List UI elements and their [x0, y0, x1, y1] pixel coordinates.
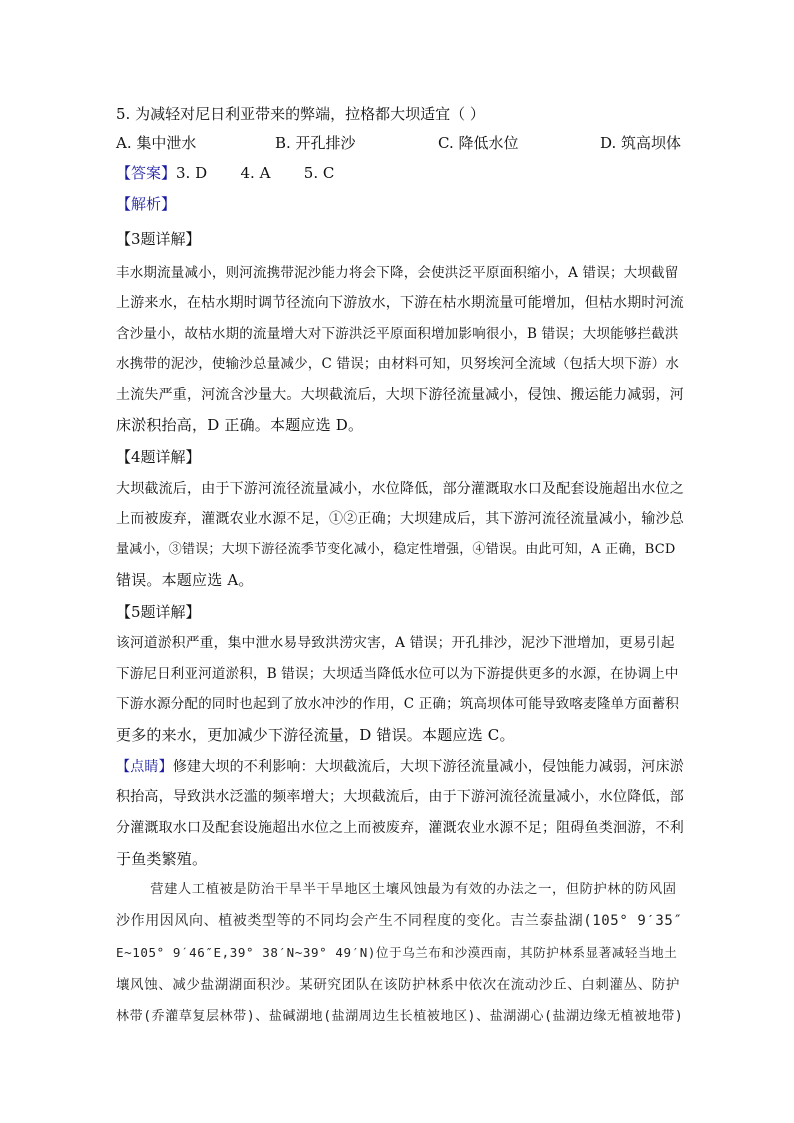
answer-tag: 【答案】: [116, 164, 177, 182]
passage-line: 林带(乔灌草复层林带)、盐碱湖地(盐湖周边生长植被地区)、盐湖湖心(盐湖边缘无植被地带): [116, 1009, 684, 1024]
note-line: [116, 757, 684, 777]
detail3-line: 含沙量小，故枯水期的流量增大对下游洪泛平原面积增加影响很小，B 错误；大坝能够拦截洪: [116, 326, 679, 342]
detail4-line: 错误。本题应选 A。: [116, 571, 254, 589]
option-b: B. 开孔排沙: [275, 134, 356, 152]
detail3-heading: 【3题详解】: [116, 230, 201, 248]
option-d: D. 筑高坝体: [600, 134, 682, 152]
note-line: 分灌溉取水口及配套设施超出水位之上而被废弃，灌溉农业水源不足；阻碍鱼类洄游，不利: [116, 820, 684, 836]
detail5-line: 下游尼日利亚河道淤积，B 错误；大坝适当降低水位可以为下游提供更多的水源，在协调上中: [116, 666, 679, 682]
detail5-heading: 【5题详解】: [116, 603, 201, 621]
note-text: 修建大坝的不利影响：大坝截流后，大坝下游径流量减小，侵蚀能力减弱，河床淤: [172, 759, 685, 775]
detail4-line: 量减小，③错误；大坝下游径流季节变化减小，稳定性增强，④错误。由此可知，A 正确，BCD: [116, 542, 676, 557]
detail5-line: 下游水源分配的同时也起到了放水冲沙的作用，C 正确；筑高坝体可能导致喀麦隆单方面蓄积: [116, 696, 680, 712]
analysis-tag: 【解析】: [116, 195, 177, 213]
detail4-line: 大坝截流后，由于下游河流径流量减小，水位降低，部分灌溉取水口及配套设施超出水位之: [116, 481, 684, 497]
option-c: C. 降低水位: [438, 134, 519, 152]
option-a: A. 集中泄水: [116, 134, 197, 152]
passage-line: [116, 880, 677, 900]
note-tag: 【点睛】: [116, 759, 173, 775]
detail3-line: 床淤积抬高，D 正确。本题应选 D。: [116, 416, 364, 434]
answer-line: [116, 163, 334, 183]
detail5-line: 该河道淤积严重，集中泄水易导致洪涝灾害，A 错误；开孔排沙，泥沙下泄增加，更易引起: [116, 635, 675, 651]
answer-values: 3. D 4. A 5. C: [176, 164, 335, 182]
detail4-heading: 【4题详解】: [116, 448, 201, 466]
passage-line: 壤风蚀、减少盐湖湖面积沙。某研究团队在该防护林系中依次在流动沙丘、白刺灌丛、防护: [116, 977, 680, 993]
detail4-line: 上而被废弃，灌溉农业水源不足，①②正确；大坝建成后，其下游河流径流量减小，输沙总: [116, 511, 684, 527]
note-line: 积抬高，导致洪水泛滥的频率增大；大坝截流后，由于下游河流径流量减小，水位降低，部: [116, 789, 684, 805]
passage-line: E~105° 9ˊ46″E,39° 38′N~39° 49′N)位于乌兰布和沙漠西南，其防护林系显著减轻当地土: [116, 945, 678, 960]
detail3-line: 水携带的泥沙，使输沙总量减少，C 错误；由材料可知，贝努埃河全流域（包括大坝下游）水: [116, 356, 680, 372]
detail3-line: 上游来水，在枯水期时调节径流向下游放水，下游在枯水期流量可能增加，但枯水期时河流: [116, 295, 684, 311]
detail3-line: 土流失严重，河流含沙量大。大坝截流后，大坝下游径流量减小，侵蚀、搬运能力减弱，河: [116, 387, 684, 403]
passage-line: 沙作用因风向、植被类型等的不同均会产生不同程度的变化。吉兰泰盐湖(105° 9ˊ35″: [116, 913, 683, 929]
passage-text: 营建人工植被是防治干旱半干旱地区土壤风蚀最为有效的办法之一，但防护林的防风固: [116, 882, 677, 897]
note-line: 于鱼类繁殖。: [116, 850, 208, 868]
detail3-line: 丰水期流量减小，则河流携带泥沙能力将会下降，会使洪泛平原面积缩小，A 错误；大坝截留: [116, 265, 679, 281]
detail5-line: 更多的来水，更加减少下游径流量，D 错误。本题应选 C。: [116, 726, 515, 744]
question-stem: 5. 为减轻对尼日利亚带来的弊端，拉格都大坝适宜（ ）: [116, 105, 485, 123]
